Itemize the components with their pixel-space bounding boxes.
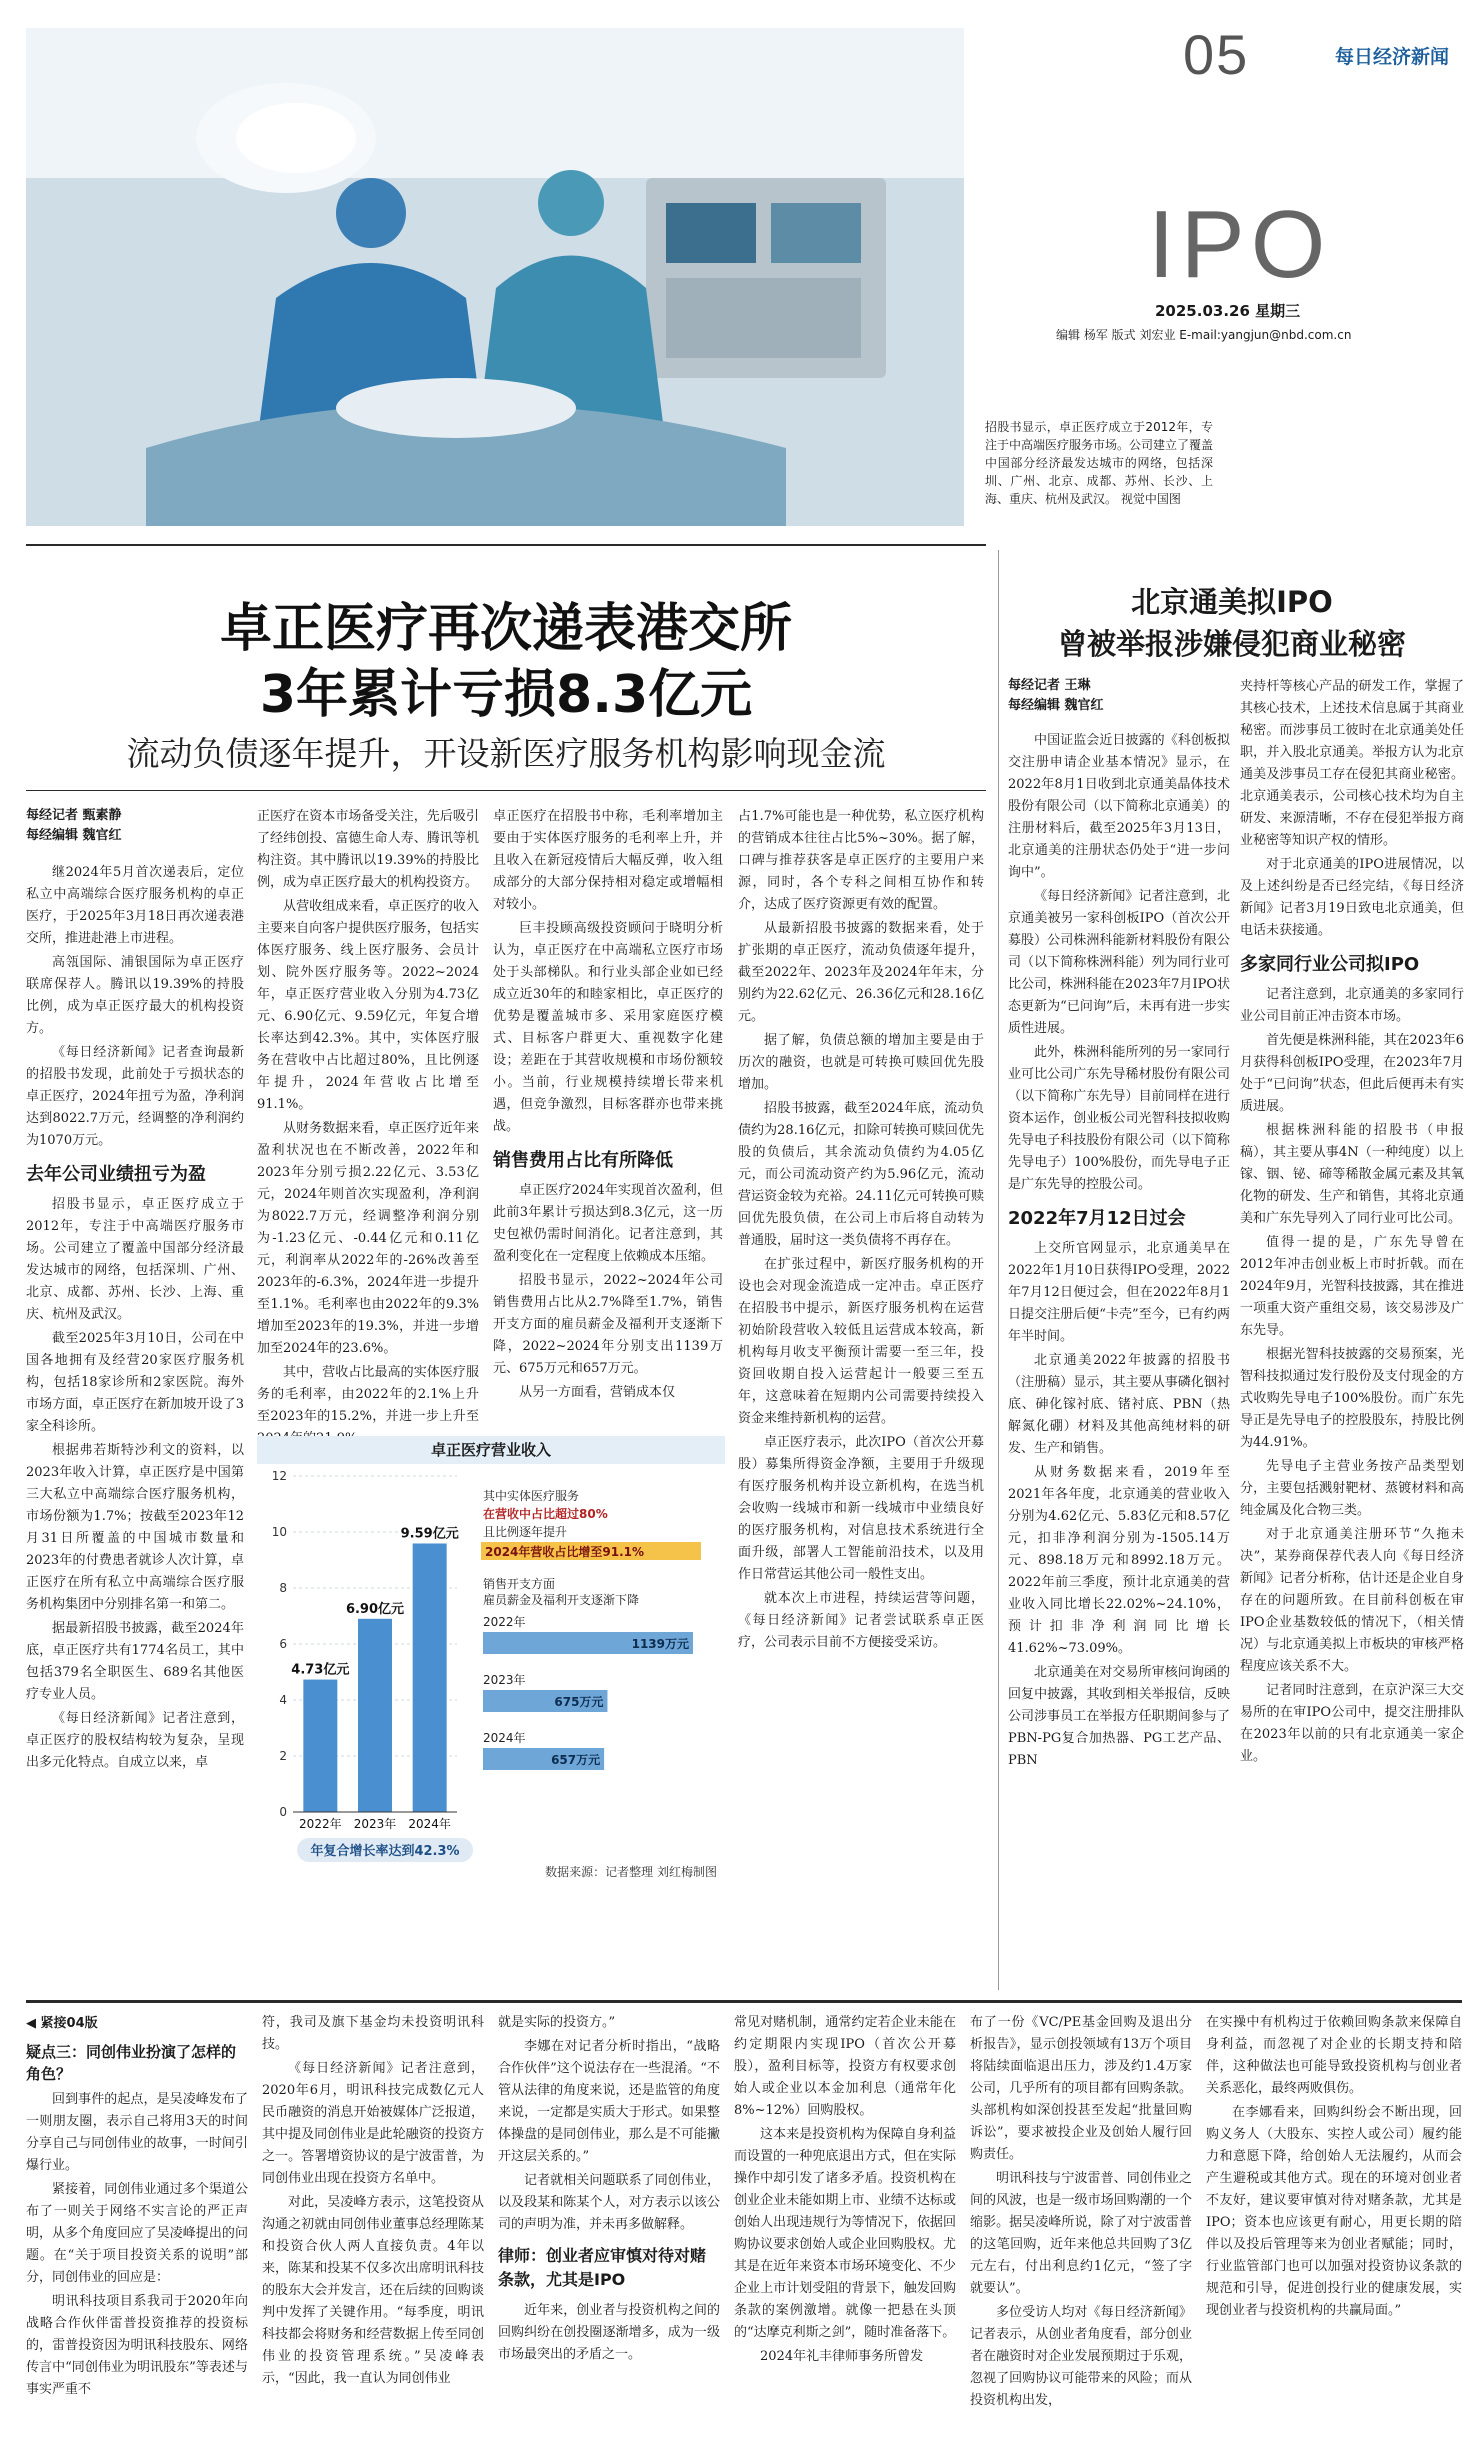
x-tick-label: 2023年 [353, 1817, 397, 1831]
paragraph: 记者就相关问题联系了同创伟业，以及段某和陈某个人，对方表示以该公司的声明为准，并未再多做解释。 [498, 2173, 720, 2232]
paragraph: 北京通美2022年披露的招股书（注册稿）显示，其主要从事磷化铟衬底、砷化镓衬底、锗衬底、PBN（热解氮化硼）材料及其他高纯材料的研发、生产和销售。 [1008, 1353, 1230, 1456]
question-subhead: 疑点三：同创伟业扮演了怎样的角色？ [26, 2043, 237, 2083]
issue-date: 2025.03.26 星期三 [1155, 302, 1301, 320]
continued-from: ◀ 紧接04版 [26, 2016, 98, 2031]
sales-title: 销售开支方面 [483, 1577, 556, 1591]
paragraph: 夹持杆等核心产品的研发工作，掌握了其核心技术，上述技术信息属于其商业秘密。而涉事员工彼时在北京通美处任职，并入股北京通美。举报方认为北京通美及涉事员工存在侵犯其商业秘密。北京通美表示，公司核心技术均为自主研发、来源清晰，不存在侵犯举报方商业秘密等知识产权的情形。 [1240, 679, 1464, 848]
main-subheadline: 流动负债逐年提升，开设新医疗服务机构影响现金流 [126, 734, 886, 773]
y-tick-label: 2 [279, 1749, 287, 1763]
bottom-column-1 [26, 2012, 248, 2432]
chart-note: 在营收中占比超过80% [483, 1507, 608, 1521]
main-headline-1: 卓正医疗再次递表港交所 [219, 599, 792, 659]
paragraph: 截至2025年3月10日，公司在中国各地拥有及经营20家医疗服务机构，包括18家诊所和2家医院。海外市场方面，卓正医疗在新加坡开设了3家全科诊所。 [26, 1331, 244, 1434]
paragraph: 根据弗若斯特沙利文的资料，以2023年收入计算，卓正医疗是中国第三大私立中高端综合医疗服务机构，市场份额为1.7%；按截至2023年12月31日所覆盖的中国城市数量和2023年的付费患者就诊人次计算，卓正医疗在所有私立中高端综合医疗服务机构集团中分别排名第一和第二。 [26, 1443, 244, 1612]
paragraph: 明讯科技与宁波雷普、同创伟业之间的风波，也是一级市场回购潮的一个缩影。据吴凌峰所说，除了对宁波雷普的这笔回购，近年来他总共回购了3亿元左右，付出利息约1亿元，“签了字就要认”。 [970, 2171, 1192, 2296]
paragraph: 这本来是投资机构为保障自身利益而设置的一种兜底退出方式，但在实际操作中却引发了诸多矛盾。投资机构在创业企业未能如期上市、业绩不达标或创始人出现违规行为等情况下，依据回购协议要求创始人或企业回购股权。尤其是在近年来资本市场环境变化、不少企业上市计划受阻的背景下，触发回购条款的案例激增。就像一把悬在头顶的“达摩克利斯之剑”，随时准备落下。 [734, 2127, 956, 2340]
paragraph: 招股书显示，卓正医疗成立于2012年，专注于中高端医疗服务市场。公司建立了覆盖中国部分经济最发达城市的网络，包括深圳、广州、北京、成都、苏州、长沙、上海、重庆、杭州及武汉。 [26, 1197, 244, 1322]
main-column-3 [493, 806, 723, 1428]
sales-value-label: 675万元 [554, 1695, 604, 1709]
right-headline-1: 北京通美拟IPO [1131, 585, 1333, 619]
paragraph: 占1.7%可能也是一种优势，私立医疗机构的营销成本往往占比5%~30%。据了解，口碑与推荐获客是卓正医疗的主要用户来源，同时，各个专科之间相互协作和转介，达成了医疗资源更有效的配置。 [738, 809, 984, 912]
bar [303, 1680, 337, 1812]
paragraph: 回到事件的起点，是吴凌峰发布了一则朋友圈，表示自己将用3天的时间分享自己与同创伟业的故事，一时间引爆行业。 [26, 2092, 248, 2173]
paragraph: 招股书显示，2022~2024年公司销售费用占比从2.7%降至1.7%，销售开支方面的雇员薪金及福利开支逐渐下降，2022~2024年分别支出1139万元、675万元和657万元。 [493, 1273, 723, 1376]
sales-year-label: 2024年 [483, 1731, 526, 1745]
main-reporter: 每经记者 甄素静 [26, 808, 122, 823]
paragraph: 对于北京通美的IPO进展情况，以及上述纠纷是否已经完结，《每日经济新闻》记者3月19日致电北京通美，但电话未获接通。 [1240, 857, 1464, 938]
paragraph: 布了一份《VC/PE基金回购及退出分析报告》，显示创投领域有13万个项目将陆续面临退出压力，涉及约1.4万家公司，几乎所有的项目都有回购条款。头部机构如深创投甚至发起“批量回购诉讼”，要求被投企业及创始人履行回购责任。 [970, 2015, 1192, 2162]
chart-note: 2024年营收占比增至91.1% [485, 1545, 645, 1559]
section-title: IPO [1148, 191, 1332, 298]
subhead-review: 2022年7月12日过会 [1008, 1208, 1186, 1229]
photo-caption: 招股书显示，卓正医疗成立于2012年，专注于中高端医疗服务市场。公司建立了覆盖中国部分经济最发达城市的网络，包括深圳、广州、北京、成都、苏州、长沙、上海、重庆、杭州及武汉。 视觉中国图 [985, 420, 1214, 506]
paragraph: 北京通美在对交易所审核问询函的回复中披露，其收到相关举报信，反映公司涉事员工在举报方任职期间参与了PBN-PG复合加热器、PG工艺产品、PBN [1008, 1665, 1230, 1768]
paragraph: 从营收组成来看，卓正医疗的收入主要来自向客户提供医疗服务，包括实体医疗服务、线上医疗服务、会员计划、院外医疗服务等。2022~2024年，卓正医疗营业收入分别为4.73亿元、6.90亿元、9.59亿元，年复合增长率达到42.3%。其中，实体医疗服务在营收中占比超过80%，且比例逐年提升，2024年营收占比增至91.1%。 [257, 899, 479, 1112]
paragraph: 正医疗在资本市场备受关注，先后吸引了经纬创投、富德生命人寿、腾讯等机构注资。其中腾讯以19.39%的持股比例，成为卓正医疗最大的机构投资方。 [257, 809, 479, 890]
paragraph: 卓正医疗2024年实现首次盈利，但此前3年累计亏损达到8.3亿元，这一历史包袱仍需时间消化。记者注意到，其盈利变化在一定程度上依赖成本压缩。 [493, 1183, 723, 1264]
paragraph: 常见对赌机制，通常约定若企业未能在约定期限内实现IPO（首次公开募股），盈利目标等，投资方有权要求创始人或企业以本金加利息（通常年化8%~12%）回购股权。 [734, 2015, 956, 2118]
revenue-chart [257, 1436, 725, 1886]
photo-illustration [26, 28, 964, 526]
bar-value-label: 9.59亿元 [400, 1526, 459, 1542]
bottom-column-6 [1206, 2012, 1462, 2432]
main-headline-2: 3年累计亏损8.3亿元 [259, 665, 753, 725]
paragraph: 上交所官网显示，北京通美早在2022年1月10日获得IPO受理，2022年7月12日便过会，但在2022年8月1日提交注册后便“卡壳”至今，已有约两年半时间。 [1008, 1241, 1230, 1344]
x-tick-label: 2024年 [408, 1817, 451, 1831]
paragraph: 招股书披露，截至2024年底，流动负债约为28.16亿元，扣除可转换可赎回优先股的负债后，其余流动负债约为4.05亿元，而公司流动资产约为5.96亿元，流动营运资金较为充裕。24.11亿元可转换可赎回优先股负债，在公司上市后将自动转为普通股，届时这一类负债将不再存在。 [738, 1101, 984, 1248]
paragraph: 根据光智科技披露的交易预案，光智科技拟通过发行股份及支付现金的方式收购先导电子100%股份。而广东先导正是先导电子的控股股东，持股比例为44.91%。 [1240, 1347, 1464, 1450]
bar-value-label: 4.73亿元 [291, 1662, 350, 1678]
paragraph: 李娜在对记者分析时指出，“战略合作伙伴”这个说法存在一些混淆。“不管从法律的角度来说，还是监管的角度来说，一定都是实质大于形式。如果整体操盘的是同创伟业，那么是不可能撇开这层关系的。” [498, 2039, 720, 2164]
y-tick-label: 4 [279, 1693, 287, 1707]
paragraph: 据最新招股书披露，截至2024年底，卓正医疗共有1774名员工，其中包括379名全职医生、689名其他医疗专业人员。 [26, 1621, 244, 1702]
y-tick-label: 10 [271, 1525, 287, 1539]
paragraph: 从财务数据来看，卓正医疗近年来盈利状况也在不断改善，2022年和2023年分别亏损2.22亿元、3.53亿元，2024年则首次实现盈利，净利润为8022.7万元，经调整净利润分别为-1.23亿元、-0.44亿元和0.11亿元，利润率从2022年的-26%改善至2023年的-6.3%，2024年进一步提升至1.1%。毛利率也由2022年的9.3%增加至2023年的19.3%，并进一步增加至2024年的23.6%。 [257, 1121, 479, 1356]
right-column-1 [1008, 676, 1230, 1996]
paragraph: 在李娜看来，回购纠纷会不断出现，回购义务人（大股东、实控人或公司）履约能力和意愿下降，给创始人无法履约，从而会产生避税或其他方式。现在的环境对创业者不友好，建议要审慎对待对赌条款，尤其是IPO；资本也应该更有耐心，用更长期的陪伴以及投后管理等来为创业者赋能；同时，行业监管部门也可以加强对投资协议条款的规范和引导，促进创投行业的健康发展，实现创业者与投资机构的共赢局面。” [1206, 2105, 1462, 2318]
paragraph: 就本次上市进程，持续运营等问题，《每日经济新闻》记者尝试联系卓正医疗，公司表示目前不方便接受采访。 [738, 1591, 984, 1650]
x-tick-label: 2022年 [299, 1817, 342, 1831]
paragraph: 在实操中有机构过于依赖回购条款来保障自身利益，而忽视了对企业的长期支持和陪伴，这种做法也可能导致投资机构与创业者关系恶化，最终两败俱伤。 [1206, 2015, 1462, 2096]
bottom-column-2 [262, 2012, 484, 2432]
paragraph: 《每日经济新闻》记者注意到，2020年6月，明讯科技完成数亿元人民币融资的消息开始被媒体广泛报道，其中提及同创伟业是此轮融资的投资方之一。答署增资协议的是宁波雷普，为同创伟业出现在投资方名单中。 [262, 2061, 484, 2186]
bar [358, 1619, 392, 1812]
paragraph: 中国证监会近日披露的《科创板拟交注册申请企业基本情况》显示，在2022年8月1日收到北京通美晶体技术股份有限公司（以下简称北京通美）的注册材料后，截至2025年3月13日，北京通美的注册状态仍处于“进一步问询中”。 [1008, 733, 1230, 880]
paragraph: 就是实际的投资方。” [498, 2015, 616, 2030]
main-column-4 [738, 806, 984, 1896]
page-number: 05 [1183, 23, 1250, 86]
paragraph: 从财务数据来看，2019年至2021年各年度，北京通美的营业收入分别为4.62亿元、5.83亿元和8.57亿元，扣非净利润分别为-1505.14万元、898.18万元和8992.18万元。2022年前三季度，预计北京通美的营业收入同比增长22.02%~24.10%，预计扣非净利润同比增长41.62%~73.09%。 [1008, 1465, 1230, 1656]
bar-value-label: 6.90亿元 [345, 1601, 405, 1617]
chart-note: 且比例逐年提升 [483, 1525, 568, 1539]
right-reporter: 每经记者 王琳 [1008, 678, 1091, 693]
paragraph: 符，我司及旗下基金均未投资明讯科技。 [262, 2015, 484, 2052]
paragraph: 卓正医疗在招股书中称，毛利率增加主要由于实体医疗服务的毛利率上升，并且收入在新冠疫情后大幅反弹，收入组成部分的大部分保持相对稳定或增幅相对较小。 [493, 809, 723, 912]
paragraph: 明讯科技项目系我司于2020年向战略合作伙伴雷普投资推荐的投资标的，雷普投资因为明讯科技股东、网络传言中“同创伟业为明讯股东”等表述与事实严重不 [26, 2294, 248, 2397]
subhead-profit: 去年公司业绩扭亏为盈 [26, 1164, 206, 1185]
paragraph: 《每日经济新闻》记者注意到，卓正医疗的股权结构较为复杂，呈现出多元化特点。自成立以来，卓 [26, 1711, 244, 1770]
paragraph: 继2024年5月首次递表后，定位私立中高端综合医疗服务机构的卓正医疗，于2025年3月18日再次递表港交所，推进赴港上市进程。 [26, 865, 244, 946]
main-column-1 [26, 806, 244, 1886]
paragraph: 据了解，负债总额的增加主要是由于历次的融资，也就是可转换可赎回优先股增加。 [738, 1033, 984, 1092]
bottom-column-5 [970, 2012, 1192, 2432]
chart-title: 卓正医疗营业收入 [257, 1436, 725, 1464]
sales-year-label: 2023年 [483, 1673, 526, 1687]
paragraph: 紧接着，同创伟业通过多个渠道公布了一则关于网络不实言论的严正声明，从多个角度回应了吴凌峰提出的问题。在“关于项目投资关系的说明”部分，同创伟业的回应是： [26, 2182, 248, 2285]
paragraph: 从另一方面看，营销成本仅 [519, 1385, 676, 1400]
paragraph: 对于北京通美注册环节“久拖未决”，某券商保荐代表人向《每日经济新闻》记者分析称，估计还是企业自身存在的问题所致。在目前科创板在审IPO企业基数较低的情况下，（相关情况）与北京通美拟上市板块的审核严格程度应该关系不大。 [1240, 1527, 1464, 1674]
y-tick-label: 12 [271, 1469, 287, 1483]
bottom-column-3 [498, 2012, 720, 2432]
paragraph: 多位受访人均对《每日经济新闻》记者表示，从创业者角度看，部分创业者在融资时对企业发展预期过于乐观，忽视了回购协议可能带来的风险；而从投资机构出发， [970, 2305, 1192, 2408]
subhead-sales: 销售费用占比有所降低 [493, 1150, 673, 1171]
chart-source: 数据来源：记者整理 刘红梅制图 [545, 1865, 717, 1879]
paragraph: 根据株洲科能的招股书（申报稿），其主要从事4N（一种纯度）以上镓、铟、铋、碲等稀散金属元素及其氧化物的研发、生产和销售，其将北京通美和广东先导列入了同行业可比公司。 [1240, 1123, 1464, 1226]
main-editor: 每经编辑 魏官红 [26, 828, 122, 843]
chart-note: 其中实体医疗服务 [483, 1489, 580, 1503]
sales-subtitle: 雇员薪金及福利开支逐渐下降 [483, 1593, 640, 1607]
paragraph: 值得一提的是，广东先导曾在2012年冲击创业板上市时折戟。而在2024年9月，光智科技披露，其在推进一项重大资产重组交易，该交易涉及广东先导。 [1240, 1235, 1464, 1338]
bar [413, 1543, 447, 1812]
paragraph: 《每日经济新闻》记者查询最新的招股书发现，此前处于亏损状态的卓正医疗，2024年扭亏为盈，净利润达到8022.7万元，经调整的净利润约为1070万元。 [26, 1045, 244, 1148]
paragraph: 2024年礼丰律师事务所曾发 [760, 2349, 924, 2364]
right-column-2 [1240, 676, 1464, 1996]
sales-value-label: 657万元 [551, 1753, 601, 1767]
paragraph: 卓正医疗表示，此次IPO（首次公开募股）募集所得资金净额，主要用于升级现有医疗服务机构并设立新机构，在选当机会收购一线城市和新一线城市中业绩良好的医疗服务机构，对信息技术系统进行全面升级，部署人工智能前沿技术，以及用作日常营运其他公司一般性支出。 [738, 1435, 984, 1582]
right-editor: 每经编辑 魏官红 [1008, 698, 1104, 713]
paragraph: 先导电子主营业务按产品类型划分，主要包括溅射靶材、蒸镀材料和高纯金属及化合物三类。 [1240, 1459, 1464, 1518]
paper-name: 每日经济新闻 [1335, 46, 1450, 68]
surgery-photo [26, 28, 964, 526]
paragraph: 《每日经济新闻》记者注意到，北京通美被另一家科创板IPO（首次公开募股）公司株洲科能新材料股份有限公司（以下简称株洲科能）列为同行业可比公司，株洲科能在2023年7月IPO状态更新为“已问询”后，未再有进一步实质性进展。 [1008, 889, 1230, 1036]
paragraph: 在扩张过程中，新医疗服务机构的开设也会对现金流造成一定冲击。卓正医疗在招股书中提示，新医疗服务机构在运营初始阶段营收入较低且运营成本较高，新机构每月收支平衡预计需要一至三年，投资回收期自投入运营起计一般要三至五年，这意味着在短期内公司需要持续投入资金来维持新机构的运营。 [738, 1257, 984, 1426]
sales-year-label: 2022年 [483, 1615, 526, 1629]
paragraph: 记者注意到，北京通美的多家同行业公司目前正冲击资本市场。 [1240, 987, 1464, 1024]
paragraph: 首先便是株洲科能，其在2023年6月获得科创板IPO受理，在2023年7月处于“已问询”状态，但此后便再未有实质进展。 [1240, 1033, 1464, 1114]
paragraph: 近年来，创业者与投资机构之间的回购纠纷在创投圈逐渐增多，成为一级市场最突出的矛盾之一。 [498, 2303, 720, 2362]
y-tick-label: 8 [279, 1581, 287, 1595]
editors-line: 编辑 杨军 版式 刘宏业 E-mail:yangjun@nbd.com.cn [1056, 328, 1352, 342]
right-headline-2: 曾被举报涉嫌侵犯商业秘密 [1057, 627, 1406, 661]
paragraph: 高瓴国际、浦银国际为卓正医疗联席保荐人。腾讯以19.39%的持股比例，成为卓正医疗最大的机构投资方。 [26, 955, 244, 1036]
cagr-label: 年复合增长率达到42.3% [310, 1844, 460, 1859]
paragraph: 记者同时注意到，在京沪深三大交易所的在审IPO公司中，提交注册排队在2023年以前的只有北京通美一家企业。 [1240, 1683, 1464, 1764]
paragraph: 对此，吴凌峰方表示，这笔投资从沟通之初就由同创伟业董事总经理陈某和投资合伙人两人直接负责。4年以来，陈某和投某不仅多次出席明讯科技的股东大会并发言，还在后续的回购谈判中发挥了关键作用。“每季度，明讯科技都会将财务和经营数据上传至同创伟业的投资管理系统。”吴凌峰表示，“因此，我一直认为同创伟业 [262, 2195, 484, 2386]
paragraph: 巨丰投顾高级投资顾问于晓明分析认为，卓正医疗在中高端私立医疗市场处于头部梯队。和行业头部企业如已经成立近30年的和睦家相比，卓正医疗的优势是覆盖城市多、采用家庭医疗模式、目标客户群更大、重视数字化建设；差距在于其营收规模和市场份额较小。当前，行业规模持续增长带来机遇，但竞争激烈，目标客群亦也带来挑战。 [493, 921, 723, 1134]
subhead-peers: 多家同行业公司拟IPO [1240, 954, 1420, 975]
paragraph: 此外，株洲科能所列的另一家同行业可比公司广东先导稀材股份有限公司（以下简称广东先导）目前同样在进行资本运作，创业板公司光智科技拟收购先导电子科技股份有限公司（以下简称先导电子）100%股份，而先导电子正是广东先导的控股公司。 [1008, 1045, 1230, 1192]
paragraph: 从最新招股书披露的数据来看，处于扩张期的卓正医疗，流动负债逐年提升，截至2022年、2023年及2024年年末，分别约为22.62亿元、26.36亿元和28.16亿元。 [738, 921, 984, 1024]
sales-value-label: 1139万元 [631, 1637, 689, 1651]
lawyer-subhead: 律师：创业者应审慎对待对赌条款，尤其是IPO [498, 2246, 707, 2289]
chart-svg [257, 1464, 725, 1886]
y-tick-label: 0 [279, 1805, 287, 1819]
bottom-column-4 [734, 2012, 956, 2432]
paragraph: 其中，营收占比最高的实体医疗服务的毛利率，由2022年的2.1%上升至2023年的15.2%，并进一步上升至 [257, 1365, 479, 1424]
y-tick-label: 6 [279, 1637, 287, 1651]
main-column-2 [257, 806, 479, 1428]
